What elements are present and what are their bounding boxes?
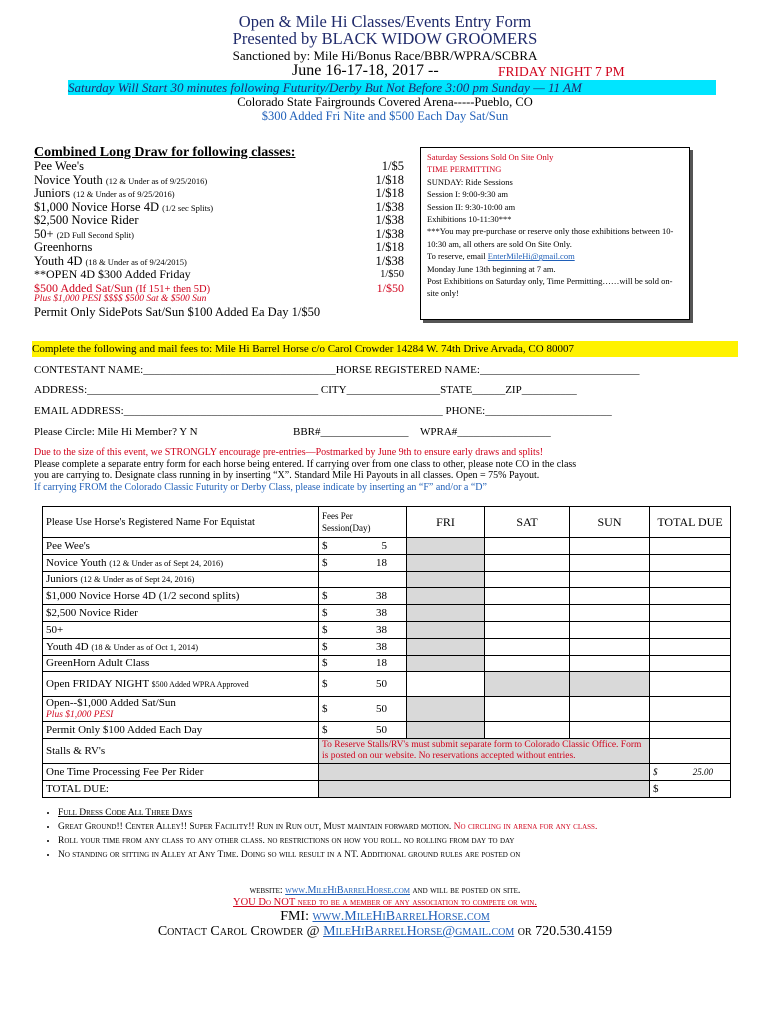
table-header xyxy=(43,507,731,538)
table-row-open-friday xyxy=(43,672,731,697)
table-row-total xyxy=(43,780,731,797)
row-name: GreenHorn Adult Class xyxy=(43,655,319,672)
mail-instructions: Complete the following and mail fees to: Mile Hi Barrel Horse c/o Carol Crowder 14284 W. 74th Drive Arvada, CO 80007 xyxy=(32,341,738,357)
class-row: Novice Youth (12 & Under as of 9/25/2016) 1/$18 xyxy=(34,173,404,187)
sat-cell[interactable] xyxy=(485,588,570,605)
sat-cell[interactable] xyxy=(485,571,570,588)
row-name: Youth 4D (18 & Under as of Oct 1, 2014) xyxy=(43,638,319,655)
address-field[interactable]: ADDRESS:__________________________________________ CITY_________________STATE______ZIP__________ xyxy=(34,384,577,396)
website-line: website: www.MileHiBarrelHorse.com and will be posted on site. xyxy=(249,885,521,896)
total-cell[interactable] xyxy=(650,588,731,605)
row-name: $2,500 Novice Rider xyxy=(43,605,319,622)
fri-cell[interactable] xyxy=(407,605,485,622)
sun-cell[interactable] xyxy=(570,605,650,622)
class-row: **OPEN 4D $300 Added Friday 1/$50 xyxy=(34,267,404,281)
header-sun: SUN xyxy=(570,507,650,538)
total-cell[interactable] xyxy=(650,538,731,555)
fri-cell[interactable] xyxy=(407,638,485,655)
blank-cell xyxy=(319,764,650,781)
row-name: Pee Wee's xyxy=(43,538,319,555)
sun-cell[interactable] xyxy=(570,697,650,722)
fri-cell[interactable] xyxy=(407,538,485,555)
box-line: Post Exhibitions on Saturday only, Time Permitting……will be sold on-site only! xyxy=(427,276,673,299)
sat-cell[interactable] xyxy=(485,538,570,555)
stalls-note: To Reserve Stalls/RV's must submit separate form to Colorado Classic Office. Form is posted on our website. No reservations accepted without entries. xyxy=(319,739,650,764)
reserve-email-link[interactable]: EnterMileHi@gmail.com xyxy=(487,251,575,262)
website-link[interactable]: www.MileHiBarrelHorse.com xyxy=(285,885,410,896)
fri-cell[interactable] xyxy=(407,722,485,739)
sun-cell[interactable] xyxy=(570,571,650,588)
box-line: TIME PERMITTING xyxy=(427,164,502,175)
contact-line: Contact Carol Crowder @ MileHiBarrelHorse@gmail.com or 720.530.4159 xyxy=(157,924,613,939)
table-row-permit xyxy=(43,722,731,739)
sat-cell[interactable] xyxy=(485,697,570,722)
box-line: SUNDAY: Ride Sessions xyxy=(427,176,513,187)
pesi-note: Plus $1,000 PESI $$$$ $500 Sat & $500 Sun xyxy=(34,294,207,304)
rule-item: • No standing or sitting in Alley at Any Time. Doing so will result in a NT. Additional ground rules are posted on xyxy=(58,848,758,862)
carry-notice: you are carrying to. Designate class running in by inserting “X”. Standard Mile Hi Payouts in all classes. Open = 75% Payout. xyxy=(34,470,540,481)
row-fee: $ 5 xyxy=(319,538,407,555)
row-name: $1,000 Novice Horse 4D (1/2 second splits) xyxy=(43,588,319,605)
membership-note: YOU Do NOT need to be a member of any association to compete or win. xyxy=(233,897,537,908)
friday-time: FRIDAY NIGHT 7 PM xyxy=(498,64,625,79)
preentry-notice: Due to the size of this event, we STRONGLY encourage pre-entries—Postmarked by June 9th to ensure early draws and splits! xyxy=(34,447,544,458)
row-name: Juniors (12 & Under as of Sept 24, 2016) xyxy=(43,571,319,588)
row-fee: $ 38 xyxy=(319,605,407,622)
class-row: Greenhorns 1/$18 xyxy=(34,240,404,254)
sun-cell[interactable] xyxy=(570,672,650,697)
sun-cell[interactable] xyxy=(570,554,650,571)
row-name: TOTAL DUE: xyxy=(43,780,319,797)
rules-list xyxy=(32,806,758,862)
sun-cell[interactable] xyxy=(570,655,650,672)
row-fee xyxy=(319,571,407,588)
sat-cell[interactable] xyxy=(485,655,570,672)
header-fees: Fees Per Session(Day) xyxy=(319,507,407,538)
total-cell[interactable] xyxy=(650,697,731,722)
row-fee: $ 38 xyxy=(319,588,407,605)
contestant-field[interactable]: CONTESTANT NAME:___________________________________HORSE REGISTERED NAME:_____________________________ xyxy=(34,364,640,376)
futurity-notice: If carrying FROM the Colorado Classic Futurity or Derby Class, please indicate by inserting an “F” and/or a “D” xyxy=(34,482,487,493)
fri-cell[interactable] xyxy=(407,655,485,672)
total-due-cell[interactable]: $ xyxy=(650,780,731,797)
row-fee: $ 18 xyxy=(319,655,407,672)
fmi-link[interactable]: www.MileHiBarrelHorse.com xyxy=(312,909,490,924)
sanction-line: Sanctioned by: Mile Hi/Bonus Race/BBR/WPRA/SCBRA xyxy=(232,48,538,63)
sun-cell[interactable] xyxy=(570,722,650,739)
sat-cell[interactable] xyxy=(485,605,570,622)
form-title: Open & Mile Hi Classes/Events Entry Form xyxy=(238,12,532,31)
class-row: Juniors (12 & Under as of 9/25/2016) 1/$18 xyxy=(34,186,404,200)
sat-cell[interactable] xyxy=(485,554,570,571)
table-row xyxy=(43,554,731,571)
classes-heading: Combined Long Draw for following classes: xyxy=(34,145,296,160)
row-fee: $ 18 xyxy=(319,554,407,571)
sessions-info-box xyxy=(420,147,690,320)
sun-cell[interactable] xyxy=(570,638,650,655)
header-name: Please Use Horse's Registered Name For Equistat xyxy=(43,507,319,538)
box-line: To reserve, email EnterMileHi@gmail.com xyxy=(427,251,575,262)
table-row xyxy=(43,538,731,555)
table-row xyxy=(43,655,731,672)
sidepots-line: Permit Only SidePots Sat/Sun $100 Added Ea Day 1/$50 xyxy=(34,305,321,319)
header-total: TOTAL DUE xyxy=(650,507,731,538)
separate-form-notice: Please complete a separate entry form for each horse being entered. If carrying over from one class to other, please note CO in the class xyxy=(34,459,577,470)
total-cell[interactable] xyxy=(650,621,731,638)
row-name: One Time Processing Fee Per Rider xyxy=(43,764,319,781)
total-cell[interactable] xyxy=(650,655,731,672)
table-row-processing xyxy=(43,764,731,781)
class-row: Youth 4D (18 & Under as of 9/24/2015) 1/$38 xyxy=(34,254,404,268)
row-name: Open--$1,000 Added Sat/Sun Plus $1,000 PESI xyxy=(43,697,319,722)
sun-cell[interactable] xyxy=(570,588,650,605)
total-cell[interactable] xyxy=(650,605,731,622)
row-fee: $ 50 xyxy=(319,697,407,722)
fri-cell[interactable] xyxy=(407,672,485,697)
open-sat-sun-row: $500 Added Sat/Sun (If 151+ then 5D) 1/$50 xyxy=(34,281,404,295)
total-cell[interactable] xyxy=(650,739,731,764)
table-row xyxy=(43,621,731,638)
fmi-line: FMI: www.MileHiBarrelHorse.com xyxy=(280,909,490,924)
rule-item: • Full Dress Code All Three Days xyxy=(58,806,758,820)
sat-cell[interactable] xyxy=(485,638,570,655)
wpra-field[interactable]: WPRA#_________________ xyxy=(420,426,551,438)
row-fee: $ 38 xyxy=(319,638,407,655)
event-dates: June 16-17-18, 2017 -- xyxy=(292,62,439,79)
processing-fee: $ 25.00 xyxy=(650,764,731,781)
row-name: 50+ xyxy=(43,621,319,638)
box-line: Session II: 9:30-10:00 am xyxy=(427,201,516,212)
class-row: 50+ (2D Full Second Split) 1/$38 xyxy=(34,227,404,241)
total-cell[interactable] xyxy=(650,672,731,697)
saturday-note: Saturday Will Start 30 minutes following Futurity/Derby But Not Before 3:00 pm Sunday — 11 AM xyxy=(68,80,716,95)
sat-cell[interactable] xyxy=(485,672,570,697)
table-row xyxy=(43,638,731,655)
total-cell[interactable] xyxy=(650,554,731,571)
class-row: $1,000 Novice Horse 4D (1/2 sec Splits) 1/$38 xyxy=(34,200,404,214)
entry-table xyxy=(42,506,731,798)
box-line: Exhibitions 10-11:30*** xyxy=(427,214,512,225)
bbr-field[interactable]: BBR#________________ xyxy=(293,426,409,438)
header-fri: FRI xyxy=(407,507,485,538)
row-name: Open FRIDAY NIGHT $500 Added WPRA Approved xyxy=(43,672,319,697)
class-row: $2,500 Novice Rider 1/$38 xyxy=(34,213,404,227)
class-row: Pee Wee's 1/$5 xyxy=(34,159,404,173)
table-row xyxy=(43,605,731,622)
rule-item: • Roll your time from any class to any other class. no restrictions on how you roll. no rolling from day to day xyxy=(58,834,758,848)
header-sat: SAT xyxy=(485,507,570,538)
row-name: Permit Only $100 Added Each Day xyxy=(43,722,319,739)
total-cell[interactable] xyxy=(650,722,731,739)
presenter-line: Presented by BLACK WIDOW GROOMERS xyxy=(232,29,538,48)
row-name: Novice Youth (12 & Under as of Sept 24, 2016) xyxy=(43,554,319,571)
fri-cell[interactable] xyxy=(407,697,485,722)
box-line: ***You may pre-purchase or reserve only those exhibitions between 10-10:30 am, all others are sold On Site Only. xyxy=(427,226,674,249)
box-line: Saturday Sessions Sold On Site Only xyxy=(427,152,554,162)
email-field[interactable]: EMAIL ADDRESS:__________________________________________________________ PHONE:_______________________ xyxy=(34,405,612,417)
fri-cell[interactable] xyxy=(407,621,485,638)
row-fee: $ 50 xyxy=(319,672,407,697)
blank-cell xyxy=(319,780,650,797)
table-row xyxy=(43,588,731,605)
fri-cell[interactable] xyxy=(407,588,485,605)
table-row-stalls xyxy=(43,739,731,764)
fri-cell[interactable] xyxy=(407,571,485,588)
sat-cell[interactable] xyxy=(485,621,570,638)
member-circle[interactable]: Please Circle: Mile Hi Member? Y N xyxy=(34,426,198,438)
table-row-open-sat-sun xyxy=(43,697,731,722)
contact-email-link[interactable]: MileHiBarrelHorse@gmail.com xyxy=(323,924,515,939)
sun-cell[interactable] xyxy=(570,621,650,638)
box-line: Monday June 13th beginning at 7 am. xyxy=(427,263,556,274)
total-cell[interactable] xyxy=(650,571,731,588)
total-cell[interactable] xyxy=(650,638,731,655)
added-money-line: $300 Added Fri Nite and $500 Each Day Sat/Sun xyxy=(261,109,509,123)
table-row xyxy=(43,571,731,588)
row-name: Stalls & RV's xyxy=(43,739,319,764)
fri-cell[interactable] xyxy=(407,554,485,571)
row-fee: $ 38 xyxy=(319,621,407,638)
sat-cell[interactable] xyxy=(485,722,570,739)
rule-item: • Great Ground!! Center Alley!! Super Facility!! Run in Run out, Must maintain forward motion. No circling in arena for any class. xyxy=(58,820,758,834)
row-fee: $ 50 xyxy=(319,722,407,739)
venue-line: Colorado State Fairgrounds Covered Arena-----Pueblo, CO xyxy=(237,95,533,109)
sun-cell[interactable] xyxy=(570,538,650,555)
box-line: Session I: 9:00-9:30 am xyxy=(427,189,508,200)
